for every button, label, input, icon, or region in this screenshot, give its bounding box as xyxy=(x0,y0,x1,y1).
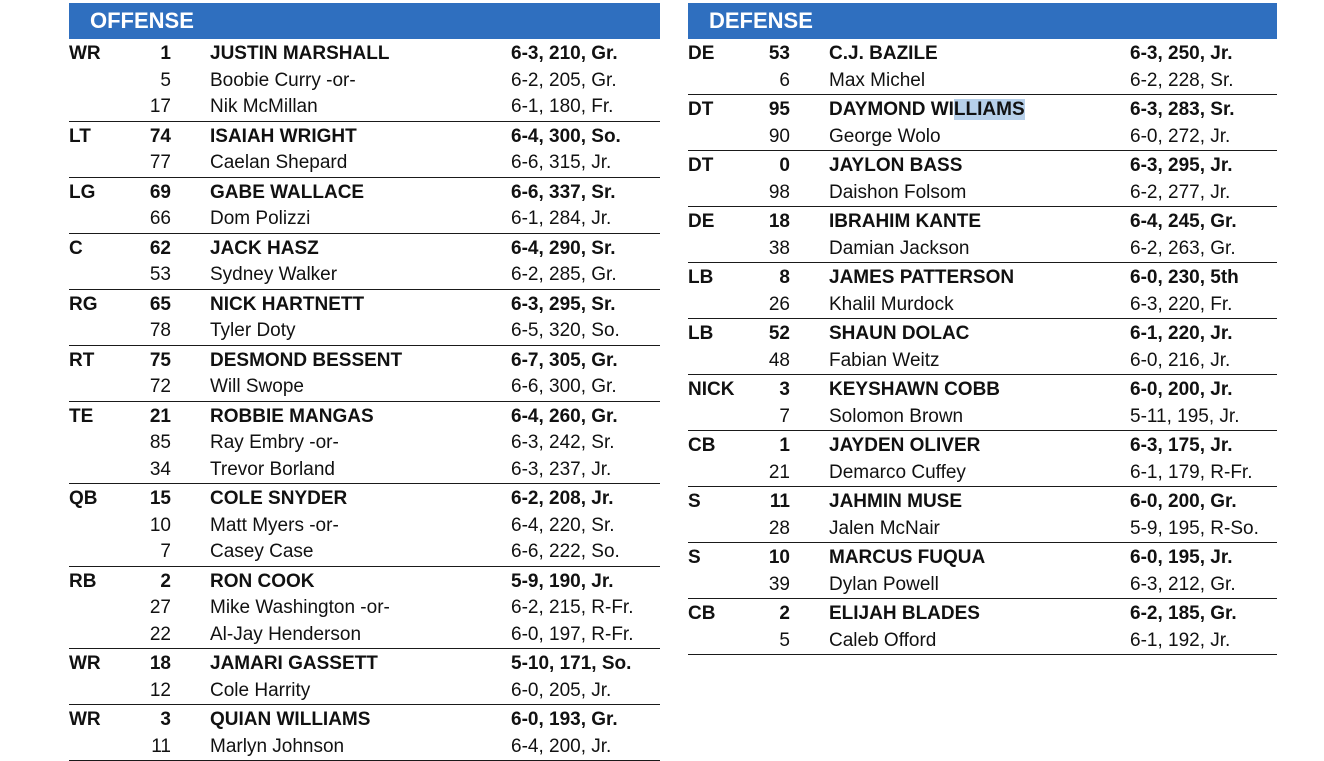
position-label: CB xyxy=(688,603,716,624)
player-name: IBRAHIM KANTE xyxy=(829,211,981,232)
starter-row xyxy=(688,375,1277,404)
position-label: S xyxy=(688,547,701,568)
position-group xyxy=(69,178,660,234)
player-info: 6-3, 210, Gr. xyxy=(511,43,618,64)
player-info: 6-2, 215, R-Fr. xyxy=(511,597,634,618)
jersey-number: 48 xyxy=(768,349,790,371)
starter-row xyxy=(69,705,660,734)
starter-row xyxy=(69,649,660,678)
offense-header: OFFENSE xyxy=(69,3,660,39)
starter-row xyxy=(69,484,660,513)
backup-row xyxy=(69,206,660,233)
jersey-number: 66 xyxy=(149,208,171,229)
player-name: KEYSHAWN COBB xyxy=(829,379,1001,400)
player-name: C.J. BAZILE xyxy=(829,43,938,64)
player-name: JAMES PATTERSON xyxy=(829,267,1015,288)
position-label: LG xyxy=(69,181,96,203)
player-name: NICK HARTNETT xyxy=(210,293,365,315)
player-info: 6-6, 337, Sr. xyxy=(511,181,616,203)
backup-row xyxy=(688,292,1277,319)
starter-row xyxy=(69,39,660,68)
position-group xyxy=(688,431,1277,487)
player-info: 6-4, 300, So. xyxy=(511,125,621,147)
player-info: 6-5, 320, So. xyxy=(511,320,620,341)
backup-row xyxy=(688,124,1277,151)
backup-row xyxy=(688,236,1277,263)
player-info: 6-1, 180, Fr. xyxy=(511,96,614,117)
defense-header: DEFENSE xyxy=(688,3,1277,39)
player-info: 6-1, 284, Jr. xyxy=(511,208,612,229)
backup-row xyxy=(69,622,660,649)
jersey-number: 77 xyxy=(149,152,171,173)
starter-row xyxy=(69,567,660,596)
starter-row xyxy=(688,487,1277,516)
player-name: COLE SNYDER xyxy=(210,488,348,509)
position-label: QB xyxy=(69,488,98,509)
backup-row xyxy=(69,374,660,401)
jersey-number: 7 xyxy=(779,405,790,427)
player-name: SHAUN DOLAC xyxy=(829,323,970,344)
player-name: Caelan Shepard xyxy=(210,152,348,173)
position-group xyxy=(69,346,660,402)
jersey-number: 22 xyxy=(149,623,171,645)
jersey-number: 52 xyxy=(768,323,790,344)
jersey-number: 18 xyxy=(149,653,171,674)
player-name: QUIAN WILLIAMS xyxy=(210,709,371,730)
starter-row xyxy=(69,234,660,263)
jersey-number: 5 xyxy=(779,629,790,651)
position-group xyxy=(688,543,1277,599)
starter-row xyxy=(69,290,660,319)
player-info: 6-3, 295, Sr. xyxy=(511,293,616,315)
starter-row xyxy=(69,402,660,431)
position-label: LB xyxy=(688,267,714,288)
player-name: Demarco Cuffey xyxy=(829,461,966,483)
starter-row xyxy=(688,319,1277,348)
position-group xyxy=(69,122,660,178)
starter-row xyxy=(69,122,660,151)
player-info: 6-6, 315, Jr. xyxy=(511,152,612,173)
player-name: Mike Washington -or- xyxy=(210,597,390,618)
position-group xyxy=(688,151,1277,207)
starter-row xyxy=(69,346,660,375)
player-info: 6-2, 263, Gr. xyxy=(1130,237,1236,259)
starter-row xyxy=(688,543,1277,572)
player-info: 6-3, 220, Fr. xyxy=(1130,293,1233,315)
player-info: 6-2, 277, Jr. xyxy=(1130,181,1231,203)
jersey-number: 28 xyxy=(768,517,790,539)
player-info: 6-3, 212, Gr. xyxy=(1130,573,1236,595)
jersey-number: 21 xyxy=(768,461,790,483)
backup-row xyxy=(688,180,1277,207)
player-info: 6-2, 208, Jr. xyxy=(511,488,614,509)
player-info: 6-2, 185, Gr. xyxy=(1130,603,1237,624)
position-group xyxy=(688,263,1277,319)
offense-groups xyxy=(69,39,660,761)
position-group xyxy=(688,39,1277,95)
backup-row xyxy=(688,572,1277,599)
jersey-number: 10 xyxy=(149,514,171,536)
player-info: 6-0, 272, Jr. xyxy=(1130,125,1231,147)
player-name: Fabian Weitz xyxy=(829,349,940,371)
player-info: 6-3, 295, Jr. xyxy=(1130,155,1233,176)
player-info: 6-6, 222, So. xyxy=(511,541,620,562)
player-name: DAYMOND WILLIAMS xyxy=(829,99,1025,120)
jersey-number: 62 xyxy=(149,237,171,259)
position-label: RG xyxy=(69,293,98,315)
jersey-number: 21 xyxy=(149,405,171,427)
position-label: TE xyxy=(69,405,94,427)
jersey-number: 12 xyxy=(149,679,171,701)
player-name: Daishon Folsom xyxy=(829,181,967,203)
jersey-number: 95 xyxy=(768,99,790,120)
jersey-number: 0 xyxy=(779,155,790,176)
player-name: GABE WALLACE xyxy=(210,181,365,203)
player-info: 6-2, 228, Sr. xyxy=(1130,69,1234,91)
position-group xyxy=(69,39,660,122)
player-name: Cole Harrity xyxy=(210,679,311,701)
backup-row xyxy=(688,516,1277,543)
position-label: RT xyxy=(69,349,95,371)
text-selection-highlight: LLIAMS xyxy=(953,99,1025,120)
jersey-number: 3 xyxy=(779,379,790,400)
backup-row xyxy=(69,68,660,95)
player-info: 6-0, 197, R-Fr. xyxy=(511,623,634,645)
starter-row xyxy=(688,39,1277,68)
backup-row xyxy=(69,513,660,540)
backup-row xyxy=(69,262,660,289)
position-label: DE xyxy=(688,43,715,64)
jersey-number: 53 xyxy=(149,264,171,285)
player-info: 5-9, 195, R-So. xyxy=(1130,517,1259,539)
position-group xyxy=(69,649,660,705)
player-info: 5-9, 190, Jr. xyxy=(511,570,614,592)
position-group xyxy=(69,234,660,290)
jersey-number: 85 xyxy=(149,432,171,453)
player-info: 6-4, 260, Gr. xyxy=(511,405,618,427)
jersey-number: 1 xyxy=(779,435,790,456)
jersey-number: 3 xyxy=(160,709,171,730)
player-name: ROBBIE MANGAS xyxy=(210,405,374,427)
position-group xyxy=(69,290,660,346)
player-name: Jalen McNair xyxy=(829,517,940,539)
jersey-number: 90 xyxy=(768,125,790,147)
backup-row xyxy=(69,318,660,345)
jersey-number: 69 xyxy=(149,181,171,203)
jersey-number: 53 xyxy=(768,43,790,64)
position-label: DT xyxy=(688,155,714,176)
player-name: Max Michel xyxy=(829,69,926,91)
player-info: 6-3, 242, Sr. xyxy=(511,432,615,453)
position-label: WR xyxy=(69,43,101,64)
player-info: 6-3, 283, Sr. xyxy=(1130,99,1235,120)
offense-depth-chart xyxy=(69,3,660,761)
position-group xyxy=(69,567,660,650)
player-name: Caleb Offord xyxy=(829,629,937,651)
jersey-number: 10 xyxy=(768,547,790,568)
jersey-number: 78 xyxy=(149,320,171,341)
player-info: 6-3, 237, Jr. xyxy=(511,458,612,480)
player-info: 6-7, 305, Gr. xyxy=(511,349,618,371)
jersey-number: 2 xyxy=(160,570,171,592)
jersey-number: 72 xyxy=(149,376,171,397)
player-name: Dom Polizzi xyxy=(210,208,311,229)
backup-row xyxy=(688,460,1277,487)
position-group xyxy=(688,319,1277,375)
jersey-number: 6 xyxy=(779,69,790,91)
player-name: RON COOK xyxy=(210,570,315,592)
position-label: C xyxy=(69,237,83,259)
player-info: 5-10, 171, So. xyxy=(511,653,632,674)
player-name: Dylan Powell xyxy=(829,573,939,595)
player-name: JAYLON BASS xyxy=(829,155,963,176)
backup-row xyxy=(69,150,660,177)
player-name: ISAIAH WRIGHT xyxy=(210,125,357,147)
player-name: Casey Case xyxy=(210,541,314,562)
player-name: Ray Embry -or- xyxy=(210,432,339,453)
player-name: George Wolo xyxy=(829,125,941,147)
player-info: 6-0, 205, Jr. xyxy=(511,679,612,701)
player-info: 6-6, 300, Gr. xyxy=(511,376,617,397)
jersey-number: 74 xyxy=(149,125,171,147)
backup-row xyxy=(69,678,660,705)
jersey-number: 1 xyxy=(160,43,171,64)
position-label: LT xyxy=(69,125,91,147)
backup-row xyxy=(688,404,1277,431)
player-name: Damian Jackson xyxy=(829,237,970,259)
position-group xyxy=(69,402,660,485)
player-info: 6-1, 192, Jr. xyxy=(1130,629,1231,651)
position-label: DE xyxy=(688,211,715,232)
jersey-number: 39 xyxy=(768,573,790,595)
player-info: 6-0, 193, Gr. xyxy=(511,709,618,730)
player-name: JAYDEN OLIVER xyxy=(829,435,981,456)
defense-groups xyxy=(688,39,1277,655)
backup-row xyxy=(69,734,660,761)
backup-row xyxy=(688,628,1277,655)
player-name: Khalil Murdock xyxy=(829,293,954,315)
player-info: 6-4, 220, Sr. xyxy=(511,514,615,536)
jersey-number: 18 xyxy=(768,211,790,232)
starter-row xyxy=(69,178,660,207)
player-info: 6-0, 230, 5th xyxy=(1130,267,1239,288)
backup-row xyxy=(69,457,660,484)
player-name: MARCUS FUQUA xyxy=(829,547,986,568)
player-info: 6-0, 200, Jr. xyxy=(1130,379,1233,400)
starter-row xyxy=(688,151,1277,180)
player-info: 6-0, 216, Jr. xyxy=(1130,349,1231,371)
player-name: JACK HASZ xyxy=(210,237,319,259)
defense-depth-chart xyxy=(688,3,1277,655)
position-group xyxy=(688,599,1277,655)
player-info: 6-0, 195, Jr. xyxy=(1130,547,1233,568)
player-name: Boobie Curry -or- xyxy=(210,69,356,91)
position-group xyxy=(688,207,1277,263)
player-name: Marlyn Johnson xyxy=(210,735,345,757)
jersey-number: 75 xyxy=(149,349,171,371)
position-label: WR xyxy=(69,653,101,674)
jersey-number: 7 xyxy=(160,541,171,562)
jersey-number: 34 xyxy=(149,458,171,480)
jersey-number: 65 xyxy=(149,293,171,315)
jersey-number: 17 xyxy=(149,96,171,117)
position-group xyxy=(688,375,1277,431)
player-info: 6-1, 220, Jr. xyxy=(1130,323,1233,344)
starter-row xyxy=(688,263,1277,292)
player-info: 6-1, 179, R-Fr. xyxy=(1130,461,1253,483)
backup-row xyxy=(69,595,660,622)
jersey-number: 98 xyxy=(768,181,790,203)
position-label: NICK xyxy=(688,379,735,400)
player-name: Will Swope xyxy=(210,376,304,397)
jersey-number: 2 xyxy=(779,603,790,624)
player-name: Tyler Doty xyxy=(210,320,296,341)
backup-row xyxy=(688,348,1277,375)
position-group xyxy=(69,484,660,567)
player-info: 6-2, 285, Gr. xyxy=(511,264,617,285)
player-name: JUSTIN MARSHALL xyxy=(210,43,390,64)
starter-row xyxy=(688,95,1277,124)
jersey-number: 11 xyxy=(769,491,790,512)
player-name: ELIJAH BLADES xyxy=(829,603,980,624)
player-name: Solomon Brown xyxy=(829,405,964,427)
player-name: Nik McMillan xyxy=(210,96,318,117)
player-info: 6-3, 250, Jr. xyxy=(1130,43,1233,64)
player-info: 6-4, 200, Jr. xyxy=(511,735,612,757)
backup-row xyxy=(69,94,660,121)
backup-row xyxy=(69,430,660,457)
position-label: CB xyxy=(688,435,716,456)
starter-row xyxy=(688,207,1277,236)
position-label: LB xyxy=(688,323,714,344)
jersey-number: 27 xyxy=(149,597,171,618)
jersey-number: 5 xyxy=(160,69,171,91)
jersey-number: 15 xyxy=(149,488,171,509)
player-name: Trevor Borland xyxy=(210,458,335,480)
player-name: Sydney Walker xyxy=(210,264,338,285)
player-info: 6-2, 205, Gr. xyxy=(511,69,617,91)
position-label: RB xyxy=(69,570,97,592)
starter-row xyxy=(688,599,1277,628)
position-group xyxy=(69,705,660,761)
player-name: JAMARI GASSETT xyxy=(210,653,378,674)
position-label: S xyxy=(688,491,701,512)
player-name: JAHMIN MUSE xyxy=(829,491,963,512)
player-info: 6-4, 245, Gr. xyxy=(1130,211,1237,232)
player-info: 6-0, 200, Gr. xyxy=(1130,491,1237,512)
jersey-number: 11 xyxy=(151,735,171,757)
player-name: Matt Myers -or- xyxy=(210,514,339,536)
player-info: 5-11, 195, Jr. xyxy=(1130,405,1240,427)
jersey-number: 38 xyxy=(768,237,790,259)
position-label: DT xyxy=(688,99,714,120)
position-label: WR xyxy=(69,709,101,730)
backup-row xyxy=(688,68,1277,95)
jersey-number: 26 xyxy=(768,293,790,315)
player-info: 6-3, 175, Jr. xyxy=(1130,435,1233,456)
starter-row xyxy=(688,431,1277,460)
position-group xyxy=(688,95,1277,151)
position-group xyxy=(688,487,1277,543)
jersey-number: 8 xyxy=(779,267,790,288)
player-name: DESMOND BESSENT xyxy=(210,349,403,371)
backup-row xyxy=(69,539,660,566)
player-info: 6-4, 290, Sr. xyxy=(511,237,616,259)
player-name: Al-Jay Henderson xyxy=(210,623,362,645)
